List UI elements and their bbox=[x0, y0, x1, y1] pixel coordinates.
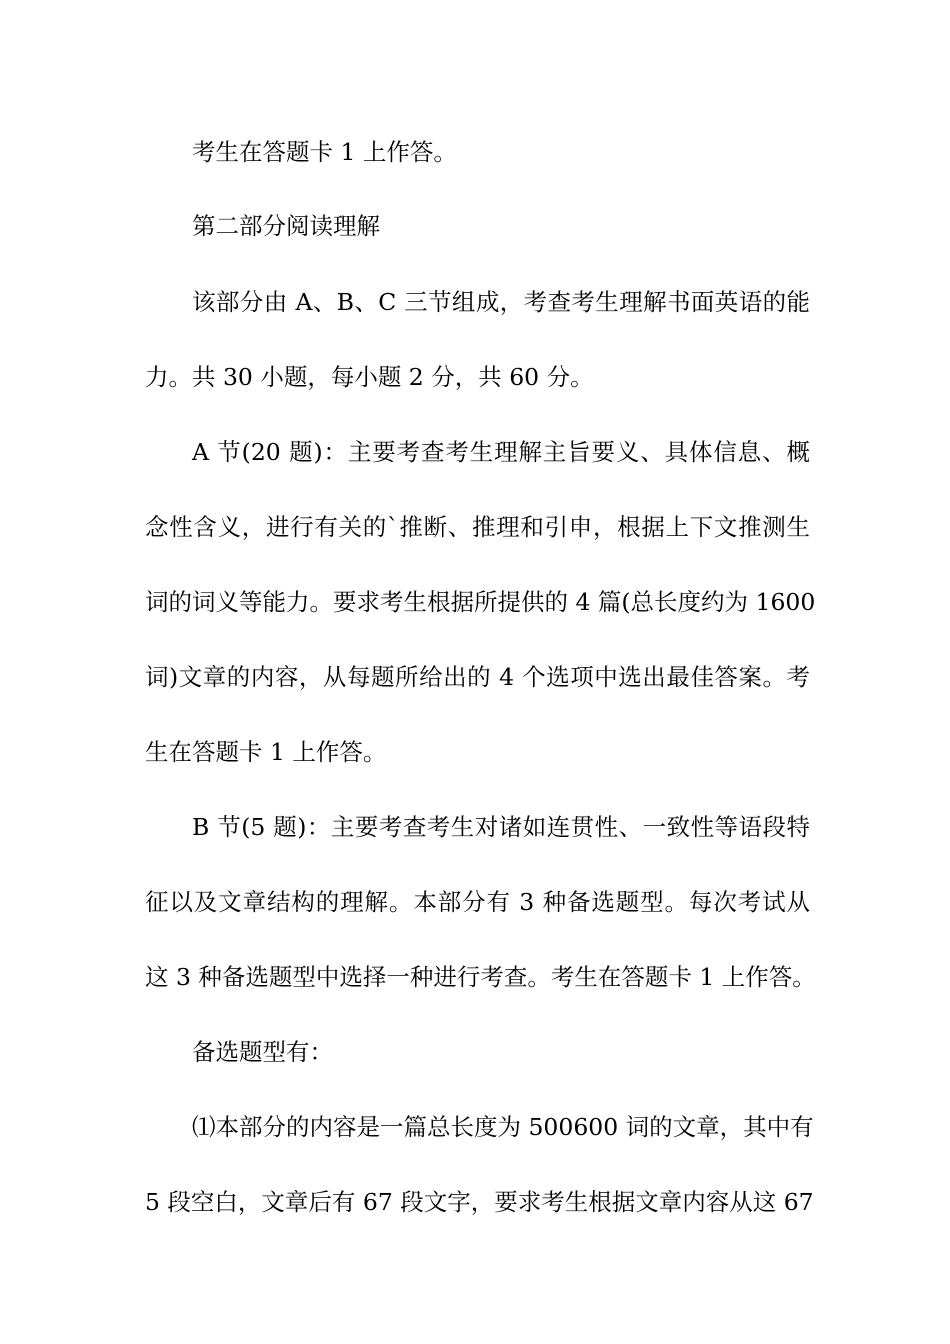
text-line-8: 词)文章的内容，从每题所给出的 4 个选项中选出最佳答案。考 bbox=[145, 663, 810, 691]
section-heading: 第二部分阅读理解 bbox=[192, 212, 380, 240]
text-line-15: 5 段空白，文章后有 67 段文字，要求考生根据文章内容从这 67 bbox=[145, 1188, 814, 1216]
text-line-5: A 节(20 题)：主要考查考生理解主旨要义、具体信息、概 bbox=[192, 438, 810, 466]
text-line-11: 征以及文章结构的理解。本部分有 3 种备选题型。每次考试从 bbox=[145, 888, 810, 916]
text-line-13: 备选题型有： bbox=[192, 1038, 333, 1066]
text-line-3: 该部分由 A、B、C 三节组成，考查考生理解书面英语的能 bbox=[192, 288, 810, 316]
text-line-7: 词的词义等能力。要求考生根据所提供的 4 篇(总长度约为 1600 bbox=[145, 588, 816, 616]
text-line-10: B 节(5 题)：主要考查考生对诸如连贯性、一致性等语段特 bbox=[192, 813, 810, 841]
text-line-6: 念性含义，进行有关的`推断、推理和引申，根据上下文推测生 bbox=[145, 513, 810, 541]
text-line-12: 这 3 种备选题型中选择一种进行考查。考生在答题卡 1 上作答。 bbox=[145, 963, 816, 991]
text-line-1: 考生在答题卡 1 上作答。 bbox=[192, 138, 457, 166]
text-line-9: 生在答题卡 1 上作答。 bbox=[145, 738, 387, 766]
text-line-4: 力。共 30 小题，每小题 2 分，共 60 分。 bbox=[145, 363, 594, 391]
text-line-14: ⑴本部分的内容是一篇总长度为 500600 词的文章，其中有 bbox=[192, 1113, 814, 1141]
